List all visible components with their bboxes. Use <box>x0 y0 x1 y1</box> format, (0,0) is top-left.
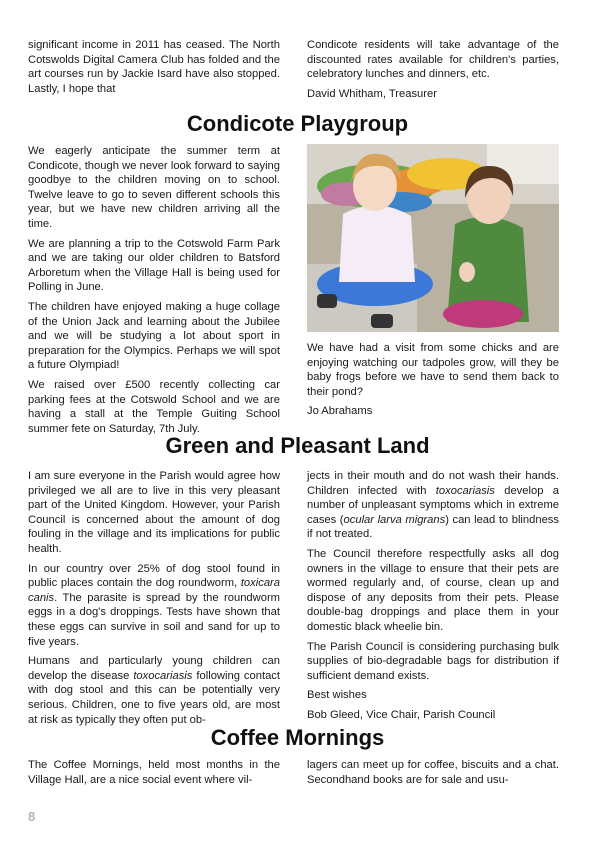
text-span: develop a number of unpleasant symptoms which in extreme cases ( <box>307 484 559 526</box>
top-right-column <box>307 38 559 101</box>
playgroup-paragraph-1: We eagerly anticipate the summer term at Condicote, though we never look forward to saying goodbye to the children moving on to school. Twelve leave to go to seven different schools this year, but we have new children arriving all the time. <box>28 145 280 230</box>
green-right-column <box>307 469 559 723</box>
playgroup-heading: Condicote Playgroup <box>186 111 409 136</box>
text-span: In our country over 25% of dog stool found in public places contain the dog roundworm, <box>28 562 280 590</box>
top-left-column <box>28 38 280 96</box>
text-span: . The parasite is spread by the roundworm eggs in a dog's droppings. Tests have shown that these eggs can survive in soil and sand for up to five years. <box>28 591 280 648</box>
coffee-right-column <box>307 758 559 787</box>
text-span: ) can lead to blindness if not treated. <box>307 513 559 541</box>
coffee-left-paragraph: The Coffee Mornings, held most months in the Village Hall, are a nice social event where vil- <box>28 759 280 786</box>
text-span: Humans and particularly young children can develop the disease <box>28 655 280 682</box>
green-heading: Green and Pleasant Land <box>165 433 430 458</box>
coffee-heading: Coffee Mornings <box>210 725 385 750</box>
page-number: 8 <box>28 809 36 824</box>
parish-council-signature: Bob Gleed, Vice Chair, Parish Council <box>307 708 496 721</box>
playgroup-paragraph-3: The children have enjoyed making a huge collage of the Union Jack and learning about the Jubilee and we will be studying a lot about sport in preparation for the Olympics. Perhaps we will spot a future Olympiad! <box>28 300 280 372</box>
green-left-column <box>28 469 280 727</box>
green-right-paragraph-1 <box>307 469 559 542</box>
top-left-paragraph: significant income in 2011 has ceased. The North Cotswolds Digital Camera Club has folded and the art courses run by Jackie Isard have also stopped. Lastly, I hope that <box>28 39 280 95</box>
children-photo-illustration <box>307 144 559 332</box>
playgroup-right-column <box>307 341 559 419</box>
italic-term: ocular larva migrans <box>343 513 446 526</box>
italic-term: toxicara canis <box>28 577 280 604</box>
children-photo <box>307 144 559 332</box>
text-span: following contact with dog stool and this can be potentially very serious. Children, one to five years old, are most at risk as typically they often put ob- <box>28 669 280 726</box>
green-right-paragraph-4: Best wishes <box>307 689 367 702</box>
playgroup-signature: Jo Abrahams <box>307 405 373 418</box>
green-left-paragraph-1: I am sure everyone in the Parish would agree how privileged we all are to live in this very pleasant part of the United Kingdom. However, your Parish Council is concerned about the amount of dog fouling in the village and its implications for public health. <box>28 470 280 555</box>
italic-term: toxocariasis <box>133 669 193 682</box>
treasurer-signature: David Whitham, Treasurer <box>307 87 437 100</box>
playgroup-paragraph-4: We raised over £500 recently collecting car parking fees at the Cotswold School and we are having a stall at the Temple Guiting School summer fete on Saturday, 7th July. <box>28 378 280 435</box>
green-left-paragraph-3 <box>28 654 280 727</box>
text-span: jects in their mouth and do not wash their hands. Children infected with <box>307 470 559 497</box>
playgroup-left-column <box>28 144 280 436</box>
green-left-paragraph-2 <box>28 562 280 650</box>
coffee-left-column <box>28 758 280 787</box>
playgroup-paragraph-5: We have had a visit from some chicks and are enjoying watching our tadpoles grow, will they be baby frogs before we have to send them back to their pond? <box>307 342 559 398</box>
green-right-paragraph-3: The Parish Council is considering purchasing bulk supplies of bio-degradable bags for distribution if sufficient demand exists. <box>307 640 559 682</box>
playgroup-paragraph-2: We are planning a trip to the Cotswold Farm Park and we are taking our older children to Batsford Arboretum when the Village Hall is being used for Polling in June. <box>28 237 280 294</box>
top-right-paragraph: Condicote residents will take advantage of the discounted rates available for children's parties, celebratory lunches and dinners, etc. <box>307 39 559 81</box>
italic-term: toxocariasis <box>435 484 495 497</box>
green-right-paragraph-2: The Council therefore respectfully asks all dog owners in the village to ensure that their pets are wormed regularly and, of course, clean up and dispose of any deposits from their pets. Please double-bag droppings and place them in your domestic black wheelie bin. <box>307 547 559 633</box>
coffee-right-paragraph: lagers can meet up for coffee, biscuits and a chat. Secondhand books are for sale and usu- <box>307 759 559 786</box>
